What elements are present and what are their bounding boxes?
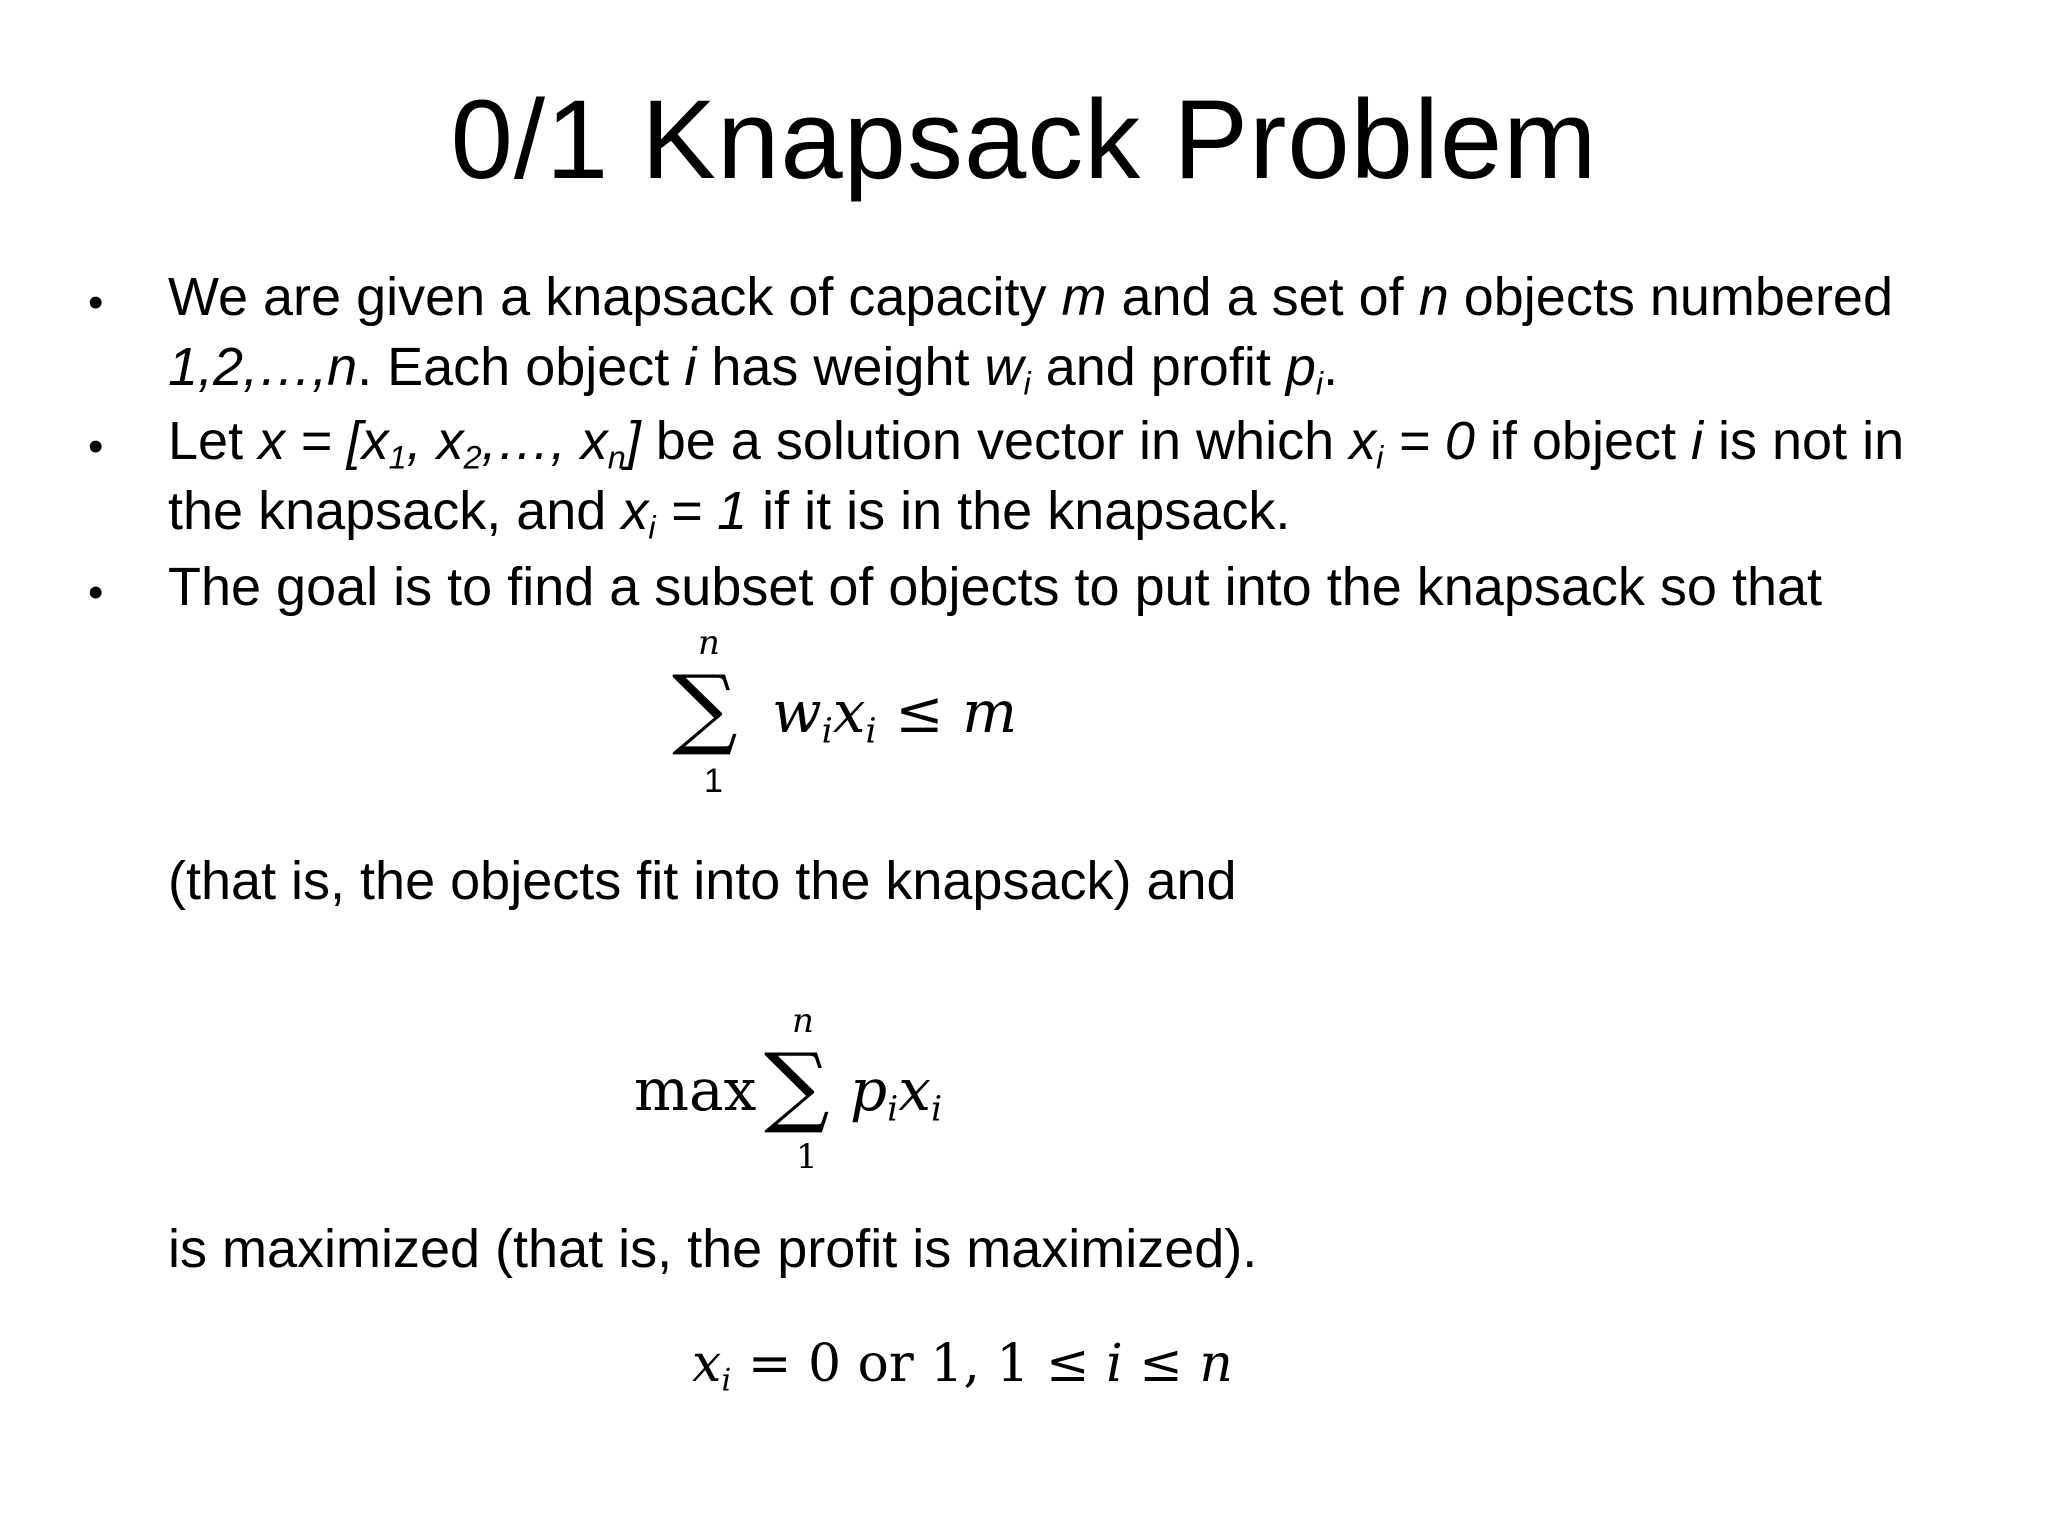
- sum-lower-limit: 1: [704, 762, 723, 800]
- sum-upper-limit: n: [792, 1001, 814, 1041]
- var-p: p: [850, 1056, 888, 1124]
- leq-symbol: ≤: [1122, 1334, 1200, 1394]
- var-x: x: [621, 481, 649, 541]
- subscript: 2: [463, 439, 482, 476]
- text-segment: has weight: [696, 337, 985, 397]
- leq-symbol: ≤: [876, 678, 963, 746]
- var-m: m: [1061, 267, 1107, 327]
- sigma-icon: ∑: [672, 656, 738, 759]
- text-segment: The goal is to find a subset of objects to put into the knapsack so that: [168, 557, 1823, 617]
- vector-x: ,…, x: [481, 411, 608, 471]
- formula-expression: [772, 678, 1018, 752]
- max-operator: max: [634, 1056, 757, 1124]
- text-segment: .: [1323, 337, 1339, 397]
- sum-lower-limit: 1: [796, 1137, 818, 1177]
- text-segment: the knapsack, and: [168, 481, 622, 541]
- vector-x: ]: [625, 411, 641, 471]
- bullet-marker: •: [88, 568, 104, 617]
- subscript-i: i: [1315, 365, 1324, 402]
- text-segment: objects numbered: [1448, 267, 1893, 327]
- var-n: n: [1418, 267, 1449, 327]
- var-i: i: [684, 337, 697, 397]
- object-numbers: 1,2,…,n: [168, 337, 358, 397]
- bullet-capacity: [168, 262, 2008, 402]
- var-x: x: [832, 678, 866, 746]
- formula-binary-constraint: [692, 1334, 1233, 1399]
- text-segment: and profit: [1030, 337, 1286, 397]
- subscript-i: i: [887, 1089, 899, 1130]
- binary-values: = 0 or 1, 1 ≤: [731, 1334, 1107, 1394]
- equals-one: = 1: [655, 481, 748, 541]
- var-i: i: [1106, 1334, 1123, 1394]
- text-segment: is not in: [1703, 411, 1905, 471]
- sum-upper-limit: n: [698, 623, 720, 663]
- var-n: n: [1199, 1334, 1233, 1394]
- slide-title: 0/1 Knapsack Problem: [450, 77, 1598, 202]
- bullet-marker: •: [88, 422, 104, 471]
- var-x: x: [1349, 411, 1377, 471]
- text-segment: and a set of: [1106, 267, 1419, 327]
- bullet-goal: [168, 552, 2008, 622]
- text-segment: be a solution vector in which: [640, 411, 1350, 471]
- var-w: w: [984, 337, 1024, 397]
- bullet-marker: •: [88, 278, 104, 327]
- var-x: x: [692, 1334, 722, 1394]
- formula-weight-constraint: [672, 620, 1092, 800]
- subscript-i: i: [1376, 439, 1384, 476]
- var-m: m: [962, 678, 1018, 746]
- subscript-i: i: [1023, 365, 1031, 402]
- subscript-i: i: [721, 1362, 732, 1399]
- vector-x: x = [x: [258, 411, 389, 471]
- vector-x: , x: [406, 411, 464, 471]
- formula-expression: [850, 1056, 943, 1130]
- text-segment: We are given a knapsack of capacity: [168, 267, 1062, 327]
- subscript-i: i: [931, 1089, 943, 1130]
- bullet-solution-vector: [168, 406, 2008, 546]
- var-p: p: [1285, 337, 1316, 397]
- subscript: 1: [388, 439, 407, 476]
- text-segment: if it is in the knapsack.: [747, 481, 1291, 541]
- fit-explanation: (that is, the objects fit into the knapsack) and: [168, 851, 1237, 911]
- subscript-i: i: [648, 509, 656, 546]
- var-i: i: [1691, 411, 1703, 471]
- formula-profit-objective: [634, 998, 994, 1178]
- sigma-icon: ∑: [764, 1034, 830, 1137]
- text-segment: . Each object: [357, 337, 685, 397]
- maximize-explanation: is maximized (that is, the profit is maximized).: [168, 1219, 1258, 1279]
- subscript-i: i: [821, 711, 833, 752]
- subscript-i: i: [865, 711, 877, 752]
- var-w: w: [772, 678, 822, 746]
- var-x: x: [898, 1056, 931, 1124]
- equals-zero: = 0: [1383, 411, 1475, 471]
- text-segment: Let: [168, 411, 259, 471]
- text-segment: if object: [1474, 411, 1691, 471]
- subscript: n: [607, 439, 626, 476]
